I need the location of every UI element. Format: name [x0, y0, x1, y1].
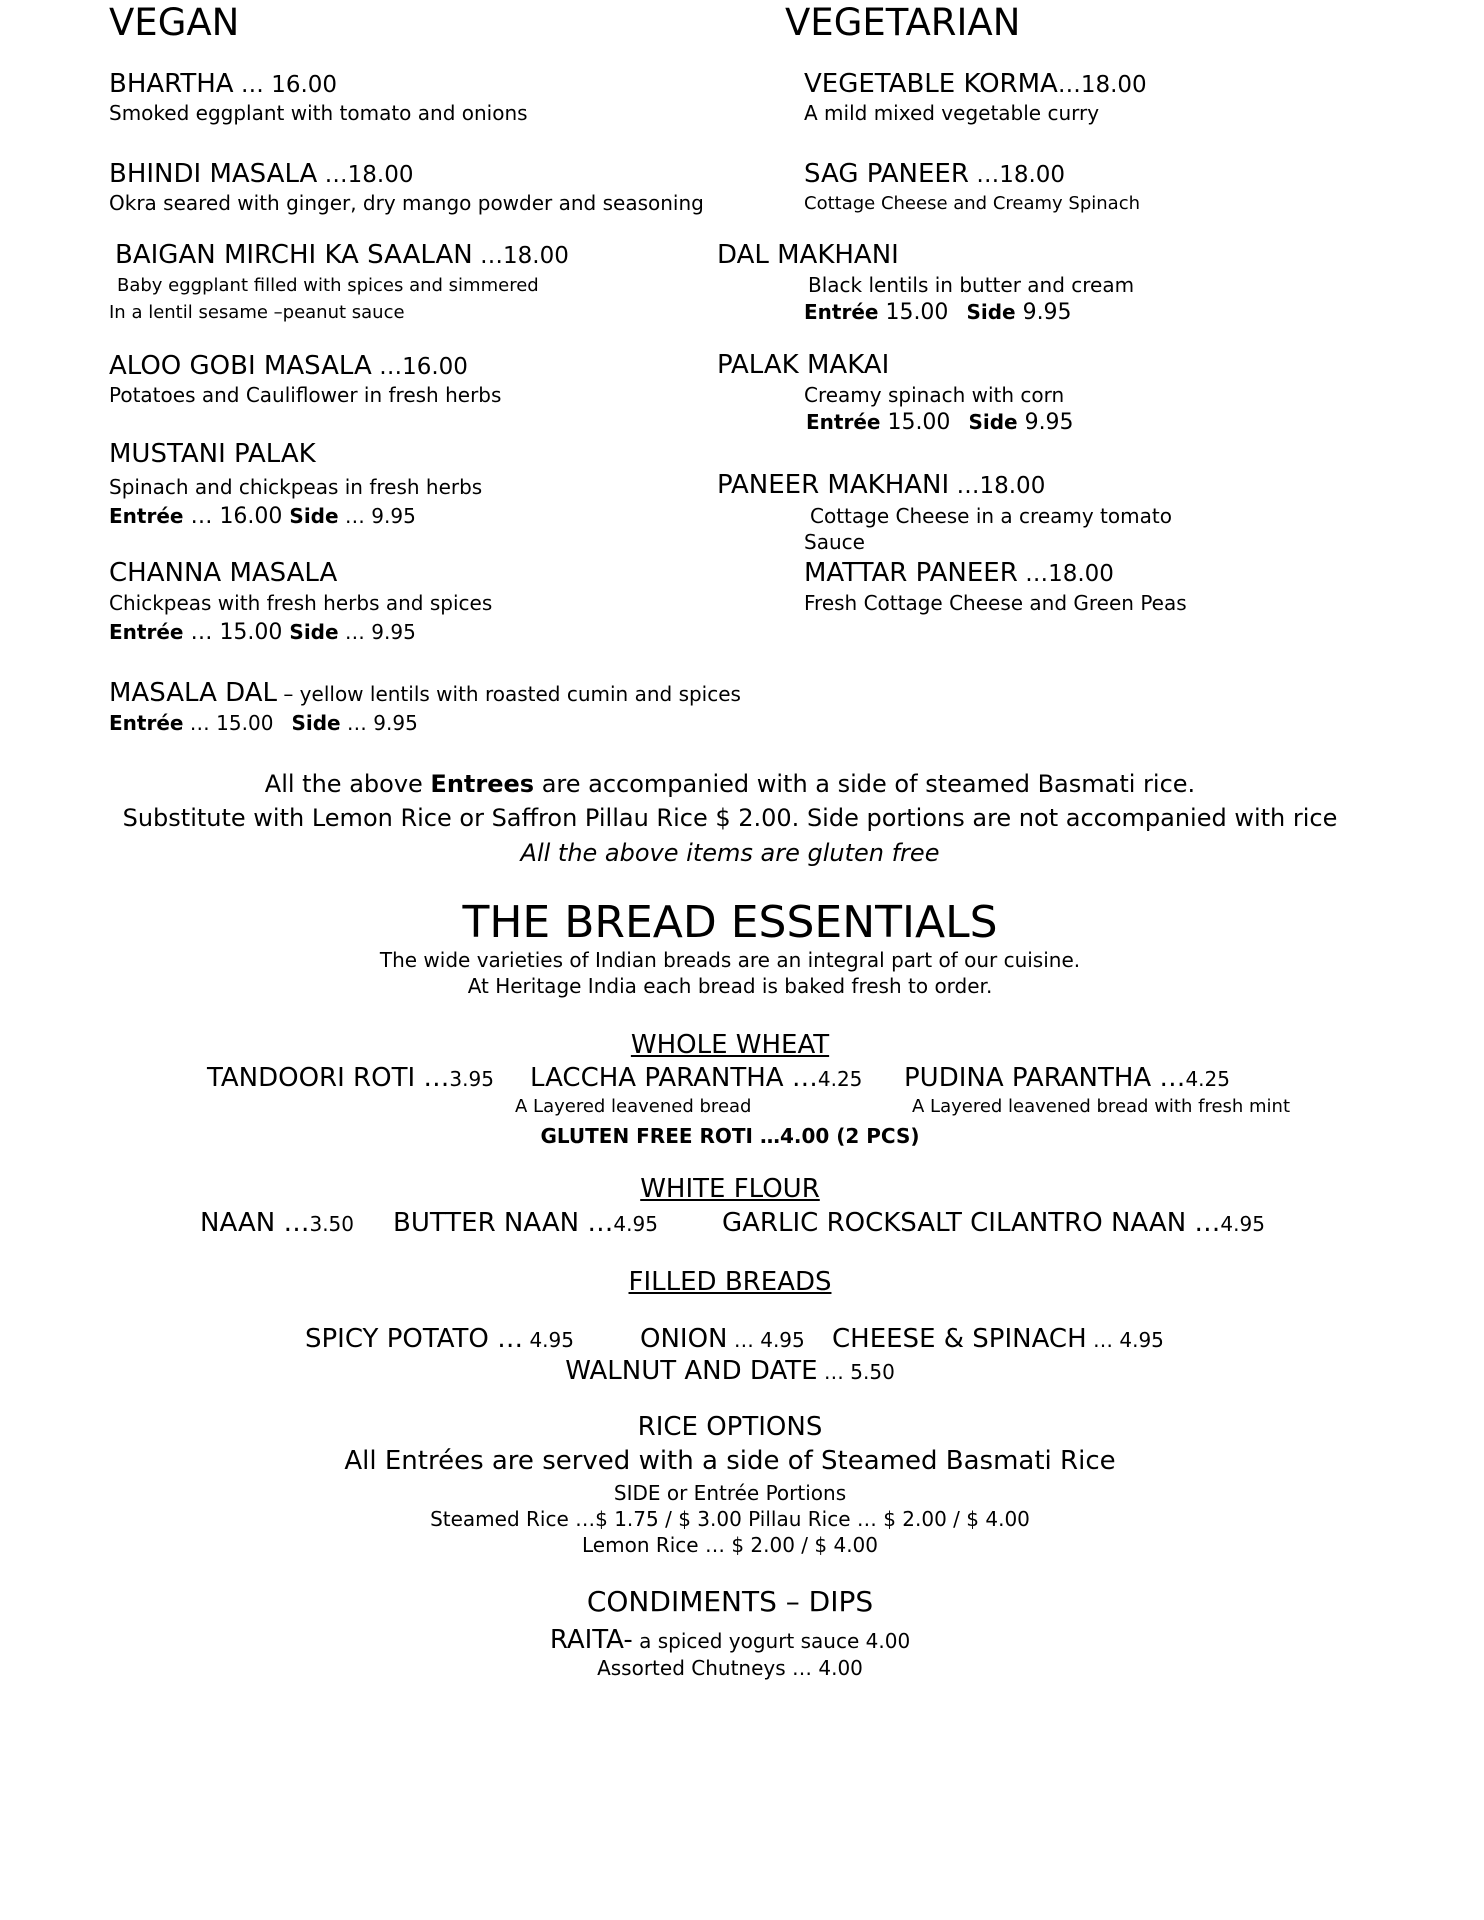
side-label: Side [289, 620, 339, 644]
item-description: Sauce [804, 530, 865, 554]
rice-prices: Steamed Rice …$ 1.75 / $ 3.00 Pillau Rice … $ 2.00 / $ 4.00 [430, 1507, 1030, 1531]
bread-intro: The wide varieties of Indian breads are an integral part of our cuisine. [379, 948, 1081, 972]
entree-label: Entrée [806, 410, 881, 434]
side-label: Side [291, 711, 341, 735]
item-name: BAIGAN MIRCHI KA SAALAN [115, 240, 473, 270]
side-label: Side [289, 504, 339, 528]
item-name: CHEESE & SPINACH [832, 1324, 1087, 1354]
menu-item-raita [0, 1626, 1460, 1656]
item-description: Okra seared with ginger, dry mango powder and seasoning [109, 191, 704, 215]
menu-item-masala-dal [109, 679, 741, 709]
menu-item-cheese-spinach [832, 1325, 1164, 1355]
rice-prices: Lemon Rice … $ 2.00 / $ 4.00 [582, 1533, 878, 1557]
entree-label: Entrée [109, 504, 184, 528]
entree-price: … 16.00 [183, 504, 290, 529]
item-price: …18.00 [472, 243, 569, 269]
item-price: 4.95 [523, 1328, 574, 1352]
item-price: 4.25 [817, 1067, 863, 1091]
entree-label: Entrée [109, 620, 184, 644]
menu-item-laccha-parantha [530, 1064, 862, 1094]
note-text: All the above [264, 770, 431, 798]
side-price: 9.95 [1017, 410, 1074, 435]
menu-item-bhindi [109, 160, 413, 190]
substitute-note: Substitute with Lemon Rice or Saffron Pillau Rice $ 2.00. Side portions are not accompanied with rice [122, 804, 1338, 832]
menu-item-dal-makhani: DAL MAKHANI [717, 240, 899, 270]
menu-item-tandoori-roti [207, 1064, 494, 1094]
item-price: …18.00 [949, 473, 1046, 499]
side-price: … 9.95 [338, 620, 416, 644]
item-description: A Layered leavened bread with fresh mint [912, 1096, 1291, 1117]
item-name: ONION [640, 1324, 728, 1354]
item-price: 3.95 [449, 1067, 494, 1091]
item-name: VEGETABLE KORMA [804, 69, 1058, 99]
item-name: SAG PANEER [804, 159, 969, 189]
item-name: MATTAR PANEER [804, 558, 1018, 588]
item-prices [109, 712, 418, 735]
item-name: BHINDI MASALA [109, 159, 318, 189]
item-description: A mild mixed vegetable curry [804, 101, 1100, 125]
item-name: SPICY POTATO … [305, 1324, 524, 1354]
side-price: … 9.95 [340, 711, 418, 735]
menu-item-butter-naan [393, 1209, 658, 1239]
menu-item-walnut-date [0, 1357, 1460, 1387]
item-name: PANEER MAKHANI [717, 470, 950, 500]
item-price: 4.25 [1185, 1067, 1230, 1091]
entree-price: 15.00 [878, 300, 949, 325]
item-description: – yellow lentils with roasted cumin and spices [276, 682, 741, 706]
menu-item-garlic-naan [722, 1209, 1265, 1239]
item-description: Chickpeas with fresh herbs and spices [109, 591, 493, 615]
item-name: NAAN … [200, 1208, 310, 1238]
item-price: …16.00 [371, 354, 468, 380]
bread-intro: At Heritage India each bread is baked fresh to order. [467, 974, 993, 998]
entree-label: Entrée [804, 300, 879, 324]
item-description: Potatoes and Cauliflower in fresh herbs [109, 383, 502, 407]
item-name: GARLIC ROCKSALT CILANTRO NAAN … [722, 1208, 1221, 1238]
entree-price: … 15.00 [183, 620, 290, 645]
entree-price: … 15.00 [183, 711, 274, 735]
menu-item-chutneys: Assorted Chutneys … 4.00 [597, 1656, 863, 1680]
item-name: RAITA- [549, 1625, 633, 1655]
item-name: BHARTHA [109, 69, 234, 99]
item-description: A Layered leavened bread [515, 1096, 752, 1117]
item-price: 4.95 [613, 1212, 658, 1236]
item-price: … 4.95 [727, 1328, 805, 1352]
vegetarian-heading: VEGETARIAN [785, 1, 1021, 44]
item-description: Creamy spinach with corn [804, 383, 1065, 407]
item-description: Smoked eggplant with tomato and onions [109, 101, 528, 125]
item-name: BUTTER NAAN … [393, 1208, 614, 1238]
entree-label: Entrée [109, 711, 184, 735]
item-name: LACCHA PARANTHA … [530, 1063, 818, 1093]
item-description: Black lentils in butter and cream [808, 273, 1135, 297]
side-label: Side [966, 300, 1016, 324]
menu-item-spicy-potato [305, 1325, 574, 1355]
item-name: PUDINA PARANTHA … [904, 1063, 1186, 1093]
menu-item-bhartha [109, 70, 337, 100]
item-description: a spiced yogurt sauce 4.00 [632, 1629, 911, 1653]
menu-item-pudina-parantha [904, 1064, 1230, 1094]
item-price: 3.50 [309, 1212, 354, 1236]
item-name: TANDOORI ROTI … [207, 1063, 450, 1093]
entree-price: 15.00 [880, 410, 951, 435]
item-description: Spinach and chickpeas in fresh herbs [109, 475, 483, 499]
item-prices [109, 504, 416, 529]
item-name: MASALA DAL [109, 678, 277, 708]
item-description: In a lentil sesame –peanut sauce [109, 302, 405, 323]
item-price: … 16.00 [233, 72, 338, 98]
menu-item-paneer-makhani [717, 471, 1045, 501]
entree-rice-note [0, 771, 1460, 799]
item-prices [806, 410, 1074, 435]
item-price: … 4.95 [1086, 1328, 1164, 1352]
item-price: …18.00 [1017, 561, 1114, 587]
item-price: … 5.50 [817, 1360, 895, 1384]
item-description: Baby eggplant filled with spices and simmered [117, 275, 539, 296]
menu-item-aloo-gobi [109, 352, 468, 382]
gluten-free-note: All the above items are gluten free [520, 839, 940, 867]
side-price: … 9.95 [338, 504, 416, 528]
menu-item-palak-makai: PALAK MAKAI [717, 350, 890, 380]
menu-item-onion [640, 1325, 805, 1355]
side-label: Side [968, 410, 1018, 434]
rice-portions: SIDE or Entrée Portions [613, 1481, 847, 1505]
menu-item-mustani-palak: MUSTANI PALAK [109, 439, 316, 469]
condiments-heading: CONDIMENTS – DIPS [586, 1585, 874, 1618]
note-text: are accompanied with a side of steamed Basmati rice. [534, 770, 1196, 798]
menu-item-vegetable-korma [804, 70, 1147, 100]
bread-title: THE BREAD ESSENTIALS [462, 897, 998, 948]
item-description: Cottage Cheese in a creamy tomato [810, 504, 1172, 528]
vegan-heading: VEGAN [109, 1, 240, 44]
item-name: WALNUT AND DATE [565, 1356, 818, 1386]
menu-item-mattar-paneer [804, 559, 1114, 589]
item-price: …18.00 [317, 162, 414, 188]
filled-breads-heading: FILLED BREADS [628, 1267, 832, 1297]
note-emphasis: Entrees [430, 770, 535, 798]
whole-wheat-heading: WHOLE WHEAT [630, 1030, 830, 1060]
item-price: 4.95 [1220, 1212, 1265, 1236]
menu-item-channa-masala: CHANNA MASALA [109, 558, 338, 588]
item-name: ALOO GOBI MASALA [109, 351, 372, 381]
menu-item-sag-paneer [804, 160, 1065, 190]
menu-item-gluten-free-roti: GLUTEN FREE ROTI …4.00 (2 PCS) [540, 1124, 920, 1148]
item-price: …18.00 [968, 162, 1066, 188]
item-prices [804, 300, 1072, 325]
menu-item-naan [200, 1209, 354, 1239]
item-price: …18.00 [1057, 72, 1147, 98]
menu-item-baigan [115, 241, 569, 271]
white-flour-heading: WHITE FLOUR [640, 1174, 820, 1204]
item-description: Cottage Cheese and Creamy Spinach [804, 193, 1141, 214]
rice-options-heading: RICE OPTIONS [637, 1412, 823, 1442]
item-prices [109, 620, 416, 645]
side-price: 9.95 [1015, 300, 1072, 325]
item-description: Fresh Cottage Cheese and Green Peas [804, 591, 1187, 615]
rice-note: All Entrées are served with a side of Steamed Basmati Rice [344, 1446, 1116, 1476]
